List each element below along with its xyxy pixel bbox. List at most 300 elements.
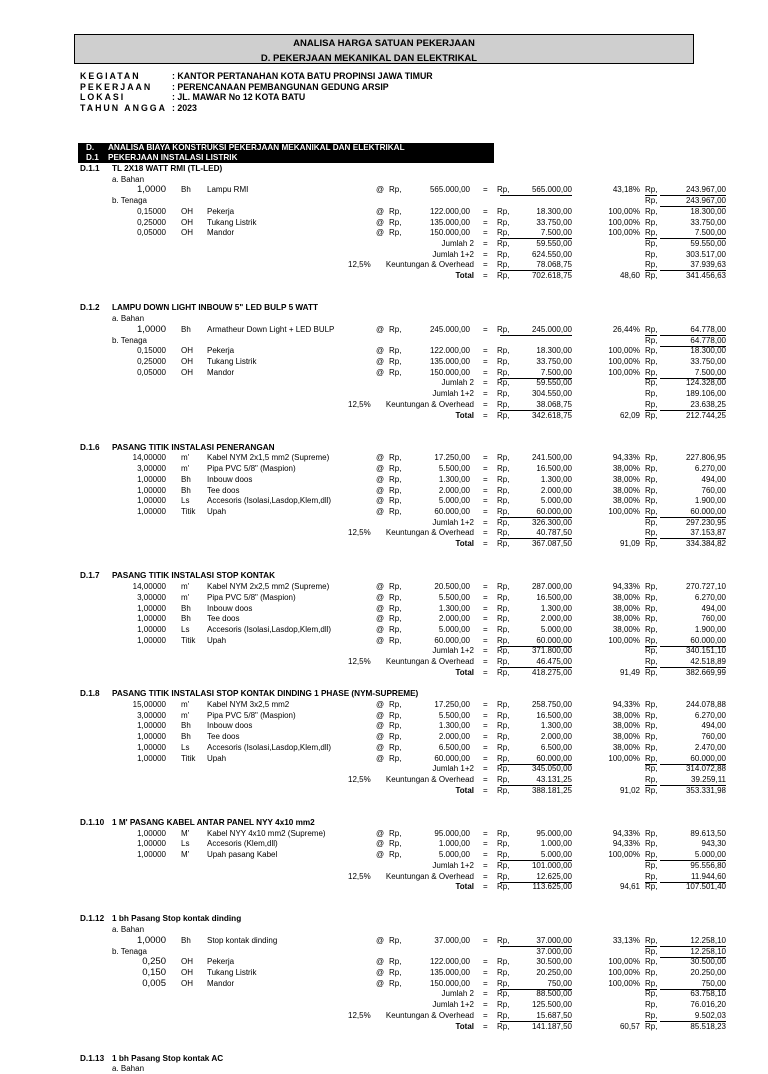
coefficient: 0,25000 xyxy=(137,356,166,366)
amount: 12.625,00 xyxy=(500,872,572,883)
coefficient: 1,00000 xyxy=(137,721,166,731)
amount: 7.500,00 xyxy=(500,228,572,239)
unit-price: 2.000,00 xyxy=(438,485,470,495)
equals-sign: = xyxy=(483,657,488,667)
currency: Rp, xyxy=(645,1010,658,1020)
percent-rate: 12,5% xyxy=(348,657,371,667)
unit-price: 2.000,00 xyxy=(438,732,470,742)
percentage: 91,02 xyxy=(619,785,640,795)
currency: Rp, xyxy=(645,785,658,795)
result-value: 303.517,00 xyxy=(685,249,726,259)
equals-sign: = xyxy=(483,968,488,977)
amount: 5.000,00 xyxy=(500,850,572,861)
result-value: 64.778,00 xyxy=(660,325,726,336)
at-symbol: @ xyxy=(376,496,385,506)
amount: 59.550,00 xyxy=(536,378,572,388)
currency: Rp, xyxy=(497,367,510,377)
line-item xyxy=(0,721,768,731)
at-symbol: @ xyxy=(376,217,385,227)
currency: Rp, xyxy=(389,582,402,592)
section-title: ANALISA BIAYA KONSTRUKSI PEKERJAAN MEKANIKAL DAN ELEKTRIKAL xyxy=(108,143,405,152)
result-value: 297.230,95 xyxy=(685,517,726,527)
line-blank xyxy=(0,893,768,903)
line-item xyxy=(0,604,768,614)
result-value: 11.944,60 xyxy=(660,872,726,883)
currency: Rp, xyxy=(389,957,402,967)
unit: M' xyxy=(181,828,190,838)
percent-rate: 12,5% xyxy=(348,1010,371,1020)
currency: Rp, xyxy=(645,828,658,838)
percentage: 100,00% xyxy=(608,228,640,238)
unit: Bh xyxy=(181,485,191,495)
amount: 1.000,00 xyxy=(540,839,572,849)
description: Accesoris (Klem,dll) xyxy=(207,839,278,849)
coefficient: 1,00000 xyxy=(137,753,166,763)
currency: Rp, xyxy=(645,517,658,527)
currency: Rp, xyxy=(645,367,658,377)
currency: Rp, xyxy=(389,700,402,709)
amount: 37.000,00 xyxy=(500,936,572,947)
result-value: 270.727,10 xyxy=(685,582,726,592)
result-value: 6.270,00 xyxy=(694,464,726,474)
line-title xyxy=(0,818,768,828)
item-title: TL 2X18 WATT RMI (TL-LED) xyxy=(112,164,223,173)
equals-sign: = xyxy=(483,1010,488,1020)
description: Pekerja xyxy=(207,957,235,967)
line-item xyxy=(0,475,768,485)
currency: Rp, xyxy=(389,356,402,366)
line-item xyxy=(0,979,768,989)
amount: 1.300,00 xyxy=(540,474,572,484)
result-value: 30.500,00 xyxy=(690,957,726,967)
amount: 46.475,00 xyxy=(500,657,572,668)
unit-price: 5.000,00 xyxy=(438,850,470,860)
result-value: 6.270,00 xyxy=(694,710,726,720)
result-value: 382.669,99 xyxy=(685,667,726,677)
unit: m' xyxy=(181,582,190,592)
currency: Rp, xyxy=(389,603,402,613)
currency: Rp, xyxy=(645,399,658,409)
unit: Ls xyxy=(181,624,190,634)
unit: OH xyxy=(181,217,193,227)
currency: Rp, xyxy=(497,850,510,860)
amount: 7.500,00 xyxy=(500,368,572,379)
coefficient: 3,00000 xyxy=(137,592,166,602)
equals-sign: = xyxy=(483,367,488,377)
at-symbol: @ xyxy=(376,968,385,977)
equals-sign: = xyxy=(483,764,488,774)
unit: m' xyxy=(181,710,190,720)
result-value: 37.153,87 xyxy=(660,528,726,539)
percentage: 60,57 xyxy=(619,1021,640,1031)
description: Accesoris (Isolasi,Lasdop,Klem,dll) xyxy=(207,742,332,752)
unit-price: 150.000,00 xyxy=(429,978,470,988)
currency: Rp, xyxy=(497,968,510,977)
amount: 40.787,50 xyxy=(500,528,572,539)
currency: Rp, xyxy=(389,635,402,645)
item-title: PASANG TITIK INSTALASI PENERANGAN xyxy=(112,442,275,452)
currency: Rp, xyxy=(645,217,658,227)
currency: Rp, xyxy=(645,935,658,945)
coefficient: 0,05000 xyxy=(137,367,166,377)
section-title: PEKERJAAN INSTALASI LISTRIK xyxy=(108,153,238,162)
info-label: TAHUN ANGGA xyxy=(80,102,167,113)
percentage: 38,00% xyxy=(612,592,640,602)
currency: Rp, xyxy=(497,646,510,656)
amount: 367.087,50 xyxy=(531,539,572,549)
line-sub xyxy=(0,1064,768,1074)
currency: Rp, xyxy=(389,474,402,484)
equals-sign: = xyxy=(483,324,488,334)
unit: m' xyxy=(181,464,190,474)
line-blank xyxy=(0,561,768,571)
at-symbol: @ xyxy=(376,367,385,377)
percent-rate: 12,5% xyxy=(348,775,371,785)
line-blank xyxy=(0,421,768,431)
at-symbol: @ xyxy=(376,978,385,988)
result-value: 189.106,00 xyxy=(685,389,726,399)
result-value: 227.806,95 xyxy=(685,453,726,463)
equals-sign: = xyxy=(483,710,488,720)
equals-sign: = xyxy=(483,464,488,474)
percentage: 100,00% xyxy=(608,356,640,366)
at-symbol: @ xyxy=(376,635,385,645)
currency: Rp, xyxy=(497,775,510,785)
currency: Rp, xyxy=(389,710,402,720)
coefficient: 0,05000 xyxy=(137,228,166,238)
at-symbol: @ xyxy=(376,624,385,634)
unit-price: 135.000,00 xyxy=(429,356,470,366)
currency: Rp, xyxy=(497,517,510,527)
result-value: 76.016,20 xyxy=(690,1000,726,1010)
group-label: a. Bahan xyxy=(112,925,145,935)
currency: Rp, xyxy=(645,1021,658,1031)
at-symbol: @ xyxy=(376,753,385,763)
line-sum xyxy=(0,668,768,678)
result-value: 6.270,00 xyxy=(694,592,726,602)
line-sum xyxy=(0,872,768,882)
unit-price: 95.000,00 xyxy=(434,828,470,838)
line-item xyxy=(0,743,768,753)
line-sum xyxy=(0,764,768,774)
percentage: 38,00% xyxy=(612,614,640,624)
line-blank xyxy=(0,679,768,689)
line-sum xyxy=(0,260,768,270)
line-sum xyxy=(0,518,768,528)
currency: Rp, xyxy=(497,496,510,506)
line-item xyxy=(0,850,768,860)
currency: Rp, xyxy=(389,721,402,731)
currency: Rp, xyxy=(389,732,402,742)
coefficient: 0,250 xyxy=(142,956,166,968)
coefficient: 1,0000 xyxy=(136,323,166,335)
line-item xyxy=(0,957,768,967)
line-sub xyxy=(0,314,768,324)
line-title xyxy=(0,914,768,924)
line-sum xyxy=(0,539,768,549)
item-title: LAMPU DOWN LIGHT INBOUW 5" LED BULP 5 WATT xyxy=(112,303,318,313)
currency: Rp, xyxy=(645,582,658,592)
unit-price: 5.000,00 xyxy=(438,496,470,506)
sum-label: Total xyxy=(455,882,474,892)
result-value: 212.744,25 xyxy=(685,410,726,420)
amount: 60.000,00 xyxy=(500,754,572,765)
currency: Rp, xyxy=(497,389,510,399)
result-value: 95.556,80 xyxy=(690,860,726,870)
percentage: 100,00% xyxy=(608,217,640,227)
amount: 1.300,00 xyxy=(540,721,572,731)
at-symbol: @ xyxy=(376,485,385,495)
percentage: 38,00% xyxy=(612,603,640,613)
description: Upah xyxy=(207,507,227,517)
equals-sign: = xyxy=(483,453,488,463)
line-blank xyxy=(0,432,768,442)
currency: Rp, xyxy=(389,217,402,227)
item-title: 1 bh Pasang Stop kontak dinding xyxy=(112,914,242,924)
result-value: 1.900,00 xyxy=(694,496,726,506)
currency: Rp, xyxy=(497,399,510,409)
currency: Rp, xyxy=(497,474,510,484)
currency: Rp, xyxy=(497,624,510,634)
amount: 345.050,00 xyxy=(531,764,572,774)
line-sum xyxy=(0,882,768,892)
line-sub xyxy=(0,925,768,935)
currency: Rp, xyxy=(645,260,658,270)
currency: Rp, xyxy=(389,850,402,860)
percentage: 100,00% xyxy=(608,346,640,356)
at-symbol: @ xyxy=(376,828,385,838)
percentage: 94,33% xyxy=(612,700,640,709)
currency: Rp, xyxy=(645,710,658,720)
item-code: D.1.2 xyxy=(80,303,100,313)
line-sub xyxy=(0,175,768,185)
unit: Bh xyxy=(181,474,191,484)
description: Mandor xyxy=(207,228,235,238)
currency: Rp, xyxy=(497,957,510,967)
unit-price: 150.000,00 xyxy=(429,367,470,377)
result-value: 7.500,00 xyxy=(660,368,726,379)
sum-label: Keuntungan & Overhead xyxy=(385,871,474,881)
at-symbol: @ xyxy=(376,614,385,624)
unit: OH xyxy=(181,957,193,967)
currency: Rp, xyxy=(645,346,658,356)
percentage: 94,33% xyxy=(612,828,640,838)
line-item xyxy=(0,496,768,506)
percentage: 38,00% xyxy=(612,732,640,742)
currency: Rp, xyxy=(497,710,510,720)
currency: Rp, xyxy=(497,324,510,334)
result-value: 494,00 xyxy=(701,721,726,731)
unit-price: 565.000,00 xyxy=(429,185,470,195)
equals-sign: = xyxy=(483,271,488,281)
currency: Rp, xyxy=(645,646,658,656)
line-sum xyxy=(0,775,768,785)
percentage: 48,60 xyxy=(619,271,640,281)
currency: Rp, xyxy=(389,206,402,216)
amount: 43.131,25 xyxy=(500,775,572,786)
line-item xyxy=(0,185,768,195)
result-value: 340.151,10 xyxy=(685,646,726,656)
coefficient: 1,00000 xyxy=(137,828,166,838)
line-item xyxy=(0,207,768,217)
line-item xyxy=(0,700,768,710)
item-code: D.1.6 xyxy=(80,442,100,452)
unit: Titik xyxy=(181,507,196,517)
description: Mandor xyxy=(207,978,235,988)
equals-sign: = xyxy=(483,871,488,881)
line-blank xyxy=(0,796,768,806)
coefficient: 1,0000 xyxy=(136,184,166,196)
coefficient: 1,00000 xyxy=(137,635,166,645)
description: Upah pasang Kabel xyxy=(207,850,278,860)
coefficient: 1,00000 xyxy=(137,496,166,506)
result-value: 12.258,10 xyxy=(660,947,726,958)
description: Inbouw doos xyxy=(207,603,253,613)
result-value: 33.750,00 xyxy=(690,356,726,366)
line-item xyxy=(0,453,768,463)
line-item xyxy=(0,593,768,603)
result-value: 89.613,50 xyxy=(690,828,726,838)
coefficient: 1,00000 xyxy=(137,485,166,495)
unit-price: 245.000,00 xyxy=(429,324,470,334)
currency: Rp, xyxy=(389,978,402,988)
currency: Rp, xyxy=(497,882,510,892)
unit-price: 37.000,00 xyxy=(434,935,470,945)
description: Armatheur Down Light + LED BULP xyxy=(207,324,335,334)
unit-price: 1.300,00 xyxy=(438,721,470,731)
description: Inbouw doos xyxy=(207,474,253,484)
percentage: 100,00% xyxy=(608,978,640,988)
unit: Bh xyxy=(181,721,191,731)
unit-price: 122.000,00 xyxy=(429,346,470,356)
description: Kabel NYY 4x10 mm2 (Supreme) xyxy=(207,828,326,838)
equals-sign: = xyxy=(483,517,488,527)
unit-price: 60.000,00 xyxy=(434,507,470,517)
currency: Rp, xyxy=(645,539,658,549)
line-item xyxy=(0,829,768,839)
amount: 101.000,00 xyxy=(531,860,572,870)
info-value: : 2023 xyxy=(172,102,197,113)
percentage: 38,00% xyxy=(612,464,640,474)
currency: Rp, xyxy=(389,346,402,356)
currency: Rp, xyxy=(497,603,510,613)
line-blank xyxy=(0,1032,768,1042)
currency: Rp, xyxy=(497,539,510,549)
group-label: a. Bahan xyxy=(112,174,145,184)
coefficient: 1,00000 xyxy=(137,624,166,634)
amount: 15.687,50 xyxy=(500,1011,572,1022)
group-label: b. Tenaga xyxy=(112,196,147,206)
percentage: 38,00% xyxy=(612,496,640,506)
at-symbol: @ xyxy=(376,582,385,592)
equals-sign: = xyxy=(483,935,488,945)
currency: Rp, xyxy=(645,860,658,870)
equals-sign: = xyxy=(483,860,488,870)
group-label: a. Bahan xyxy=(112,1064,145,1074)
currency: Rp, xyxy=(389,464,402,474)
currency: Rp, xyxy=(645,335,658,345)
currency: Rp, xyxy=(497,582,510,592)
currency: Rp, xyxy=(497,485,510,495)
percentage: 62,09 xyxy=(619,410,640,420)
line-item xyxy=(0,732,768,742)
amount: 16.500,00 xyxy=(536,592,572,602)
equals-sign: = xyxy=(483,474,488,484)
unit-price: 5.500,00 xyxy=(438,464,470,474)
currency: Rp, xyxy=(497,185,510,195)
description: Upah xyxy=(207,753,227,763)
equals-sign: = xyxy=(483,828,488,838)
currency: Rp, xyxy=(645,732,658,742)
unit: M' xyxy=(181,850,190,860)
result-value: 341.456,63 xyxy=(685,271,726,281)
equals-sign: = xyxy=(483,239,488,249)
currency: Rp, xyxy=(645,378,658,388)
item-code: D.1.7 xyxy=(80,571,100,581)
currency: Rp, xyxy=(645,850,658,860)
amount: 33.750,00 xyxy=(536,356,572,366)
line-sum xyxy=(0,389,768,399)
unit: m' xyxy=(181,592,190,602)
unit-price: 1.300,00 xyxy=(438,603,470,613)
item-title: 1 bh Pasang Stop kontak AC xyxy=(112,1053,224,1063)
currency: Rp, xyxy=(389,485,402,495)
line-sum xyxy=(0,250,768,260)
equals-sign: = xyxy=(483,346,488,356)
currency: Rp, xyxy=(645,592,658,602)
equals-sign: = xyxy=(483,1021,488,1031)
line-item xyxy=(0,346,768,356)
equals-sign: = xyxy=(483,957,488,967)
amount: 38.068,75 xyxy=(500,400,572,411)
currency: Rp, xyxy=(497,721,510,731)
unit: Bh xyxy=(181,185,191,195)
group-label: b. Tenaga xyxy=(112,335,147,345)
unit: OH xyxy=(181,228,193,238)
unit-price: 1.300,00 xyxy=(438,474,470,484)
amount: 18.300,00 xyxy=(536,206,572,216)
coefficient: 1,00000 xyxy=(137,507,166,517)
at-symbol: @ xyxy=(376,710,385,720)
description: Tukang Listrik xyxy=(207,356,257,366)
equals-sign: = xyxy=(483,839,488,849)
currency: Rp, xyxy=(645,742,658,752)
unit-price: 5.000,00 xyxy=(438,624,470,634)
amount: 304.550,00 xyxy=(531,389,572,399)
description: Pipa PVC 5/8" (Maspion) xyxy=(207,464,296,474)
line-sum xyxy=(0,646,768,656)
equals-sign: = xyxy=(483,356,488,366)
currency: Rp, xyxy=(497,860,510,870)
currency: Rp, xyxy=(497,635,510,645)
coefficient: 3,00000 xyxy=(137,710,166,720)
line-item xyxy=(0,582,768,592)
sum-label: Jumlah 1+2 xyxy=(432,389,474,399)
line-title xyxy=(0,1054,768,1064)
result-value: 107.501,40 xyxy=(685,882,726,892)
line-sum xyxy=(0,411,768,421)
currency: Rp, xyxy=(497,378,510,388)
currency: Rp, xyxy=(645,839,658,849)
percentage: 38,00% xyxy=(612,742,640,752)
description: Accesoris (Isolasi,Lasdop,Klem,dll) xyxy=(207,496,332,506)
description: Tukang Listrik xyxy=(207,968,257,977)
percentage: 100,00% xyxy=(608,957,640,967)
percentage: 100,00% xyxy=(608,507,640,517)
amount: 342.618,75 xyxy=(531,410,572,420)
currency: Rp, xyxy=(389,496,402,506)
sum-label: Keuntungan & Overhead xyxy=(385,260,474,270)
